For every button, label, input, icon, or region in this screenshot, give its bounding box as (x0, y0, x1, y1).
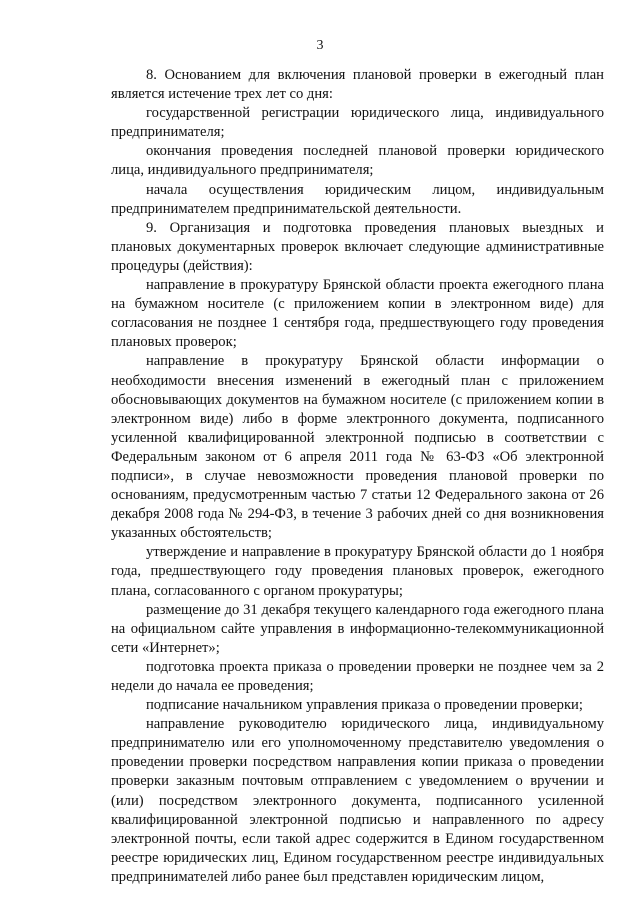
paragraph-order-signing: подписание начальником управления приказа о проведении проверки; (146, 697, 583, 714)
paragraph-plan-publication: размещение до 31 декабря текущего календарного года ежегодного плана на официальном сайте управления в информационно-телекоммуникационной сети «Интернет»; (111, 601, 604, 656)
paragraph-state-registration: государственной регистрации юридического лица, индивидуального предпринимателя; (111, 105, 604, 141)
paragraph-order-draft: подготовка проекта приказа о проведении проверки не позднее чем за 2 недели до начала ее проведения; (111, 658, 604, 694)
paragraph-last-inspection: окончания проведения последней плановой проверки юридического лица, индивидуального предпринимателя; (111, 143, 604, 179)
paragraph-plan-draft: направление в прокуратуру Брянской области проекта ежегодного плана на бумажном носителе (с приложением копии в электронном виде) для согласования не позднее 1 сентября года, предшествующего году проведения плановых проверок; (111, 277, 604, 351)
paragraph-activity-start: начала осуществления юридическим лицом, индивидуальным предпринимателем предпринимательской деятельности. (111, 181, 604, 217)
paragraph-9-organization: 9. Организация и подготовка проведения плановых выездных и плановых документарных проверок включает следующие административные процедуры (действия): (111, 219, 604, 274)
page-number: 3 (316, 38, 324, 53)
paragraph-notification: направление руководителю юридического лица, индивидуальному предпринимателю или его уполномоченному представителю уведомления о проведении проверки посредством направления копии приказа о проведении проверки заказным почтовым отправлением с уведомлением о вручении и (или) посредством электронного документа, подписанного усиленной квалифицированной электронной подписью и направленного по адресу электронной почты, если такой адрес содержится в Едином государственном реестре юридических лиц, Едином государственном реестре индивидуальных предпринимателей либо ранее был представлен юридическим лицом, (111, 716, 604, 885)
paragraph-8-basis: 8. Основанием для включения плановой проверки в ежегодный план является истечение трех лет со дня: (111, 67, 604, 103)
paragraph-plan-changes: направление в прокуратуру Брянской области информации о необходимости внесения изменений в ежегодный план с приложением обосновывающих документов на бумажном носителе (с приложением копии в электронном виде) либо в форме электронного документа, подписанного усиленной квалифицированной электронной подписью в соответствии с Федеральным законом от 6 апреля 2011 года № 63-ФЗ «Об электронной подписи», в случае невозможности проведения плановой проверки по основаниям, предусмотренным частью 7 статьи 12 Федерального закона от 26 декабря 2008 года № 294-ФЗ, в течение 3 рабочих дней со дня возникновения указанных обстоятельств; (111, 353, 604, 542)
document-body (111, 66, 604, 887)
paragraph-plan-approval: утверждение и направление в прокуратуру Брянской области до 1 ноября года, предшествующего году проведения плановых проверок, ежегодного плана, согласованного с органом прокуратуры; (111, 544, 604, 599)
